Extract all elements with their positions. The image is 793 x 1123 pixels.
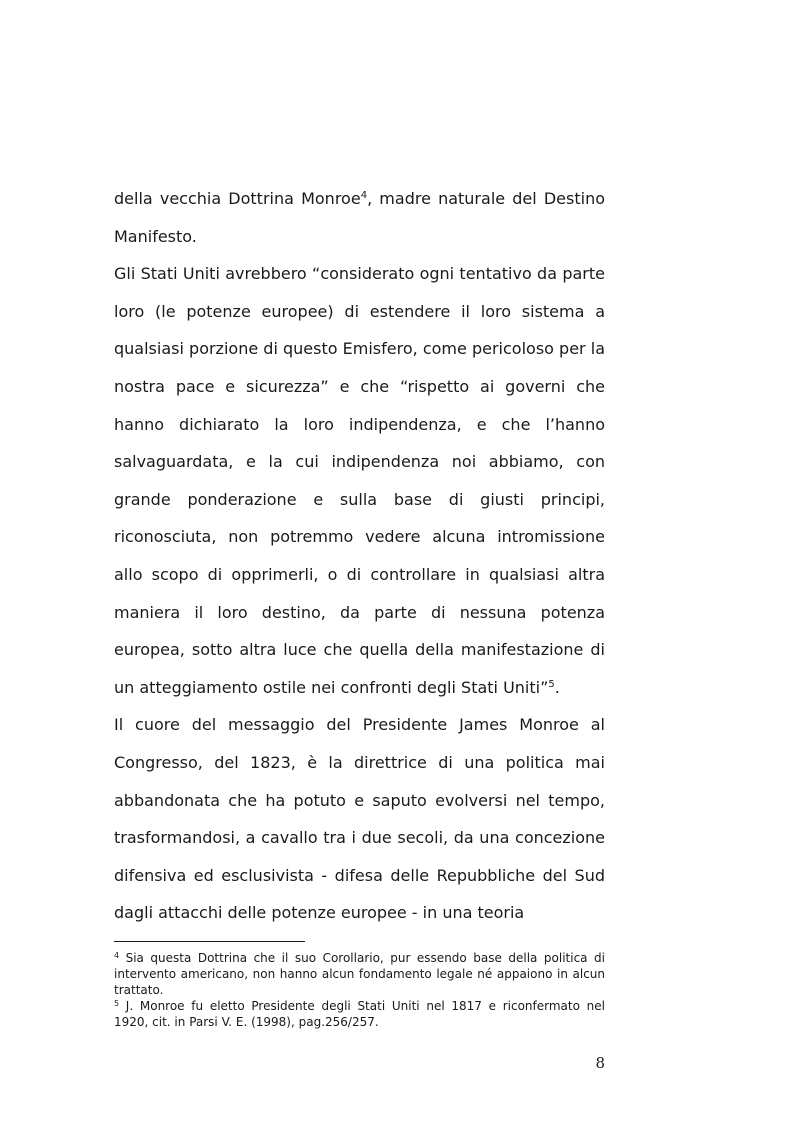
- footnote-ref-4: 4: [360, 190, 368, 201]
- body-text: [114, 180, 605, 932]
- footnote-separator: [114, 941, 305, 942]
- page-number: 8: [595, 1054, 605, 1072]
- footnote-4: $^4$ Sia questa Dottrina che il suo Corollario, pur essendo base della politica di intervento americano, non hanno alcun fondamento legale né appaiono in alcun trattato.: [114, 951, 605, 997]
- paragraph-1: della vecchia Dottrina Monroe$^4$, madre naturale del Destino Manifesto.: [114, 189, 606, 246]
- footnote-ref-5: 5: [548, 678, 555, 690]
- footnote-5: $^5$ J. Monroe fu eletto Presidente degli Stati Uniti nel 1817 e riconfermato nel 1920, cit. in Parsi V. E. (1998), pag.256/257.: [114, 999, 605, 1029]
- paragraph-3: Il cuore del messaggio del Presidente James Monroe al Congresso, del 1823, è la direttrice di una politica mai abbandonata che ha potuto e saputo evolversi nel tempo, trasformandosi, a cavallo tra i due secoli, da una concezione difensiva ed esclusivista - difesa delle Repubbliche del Sud dagli attacchi delle potenze europee - in una teoria: [114, 715, 605, 923]
- footnotes: [114, 950, 605, 1030]
- paragraph-2: Gli Stati Uniti avrebbero “considerato ogni tentativo da parte loro (le potenze europee) di estendere il loro sistema a qualsiasi porzione di questo Emisfero, come pericoloso per la nostra pace e sicurezza” e che “rispetto ai governi che hanno dichiarato la loro indipendenza, e che l’hanno salvaguardata, e la cui indipendenza noi abbiamo, con grande ponderazione e sulla base di giusti principi, riconosciuta, non potremmo vedere alcuna intromissione allo scopo di opprimerli, o di controllare in qualsiasi altra maniera il loro destino, da parte di nessuna potenza europea, sotto altra luce che quella della manifestazione di un atteggiamento ostile nei confronti degli Stati Uniti”$^5$.: [114, 264, 605, 697]
